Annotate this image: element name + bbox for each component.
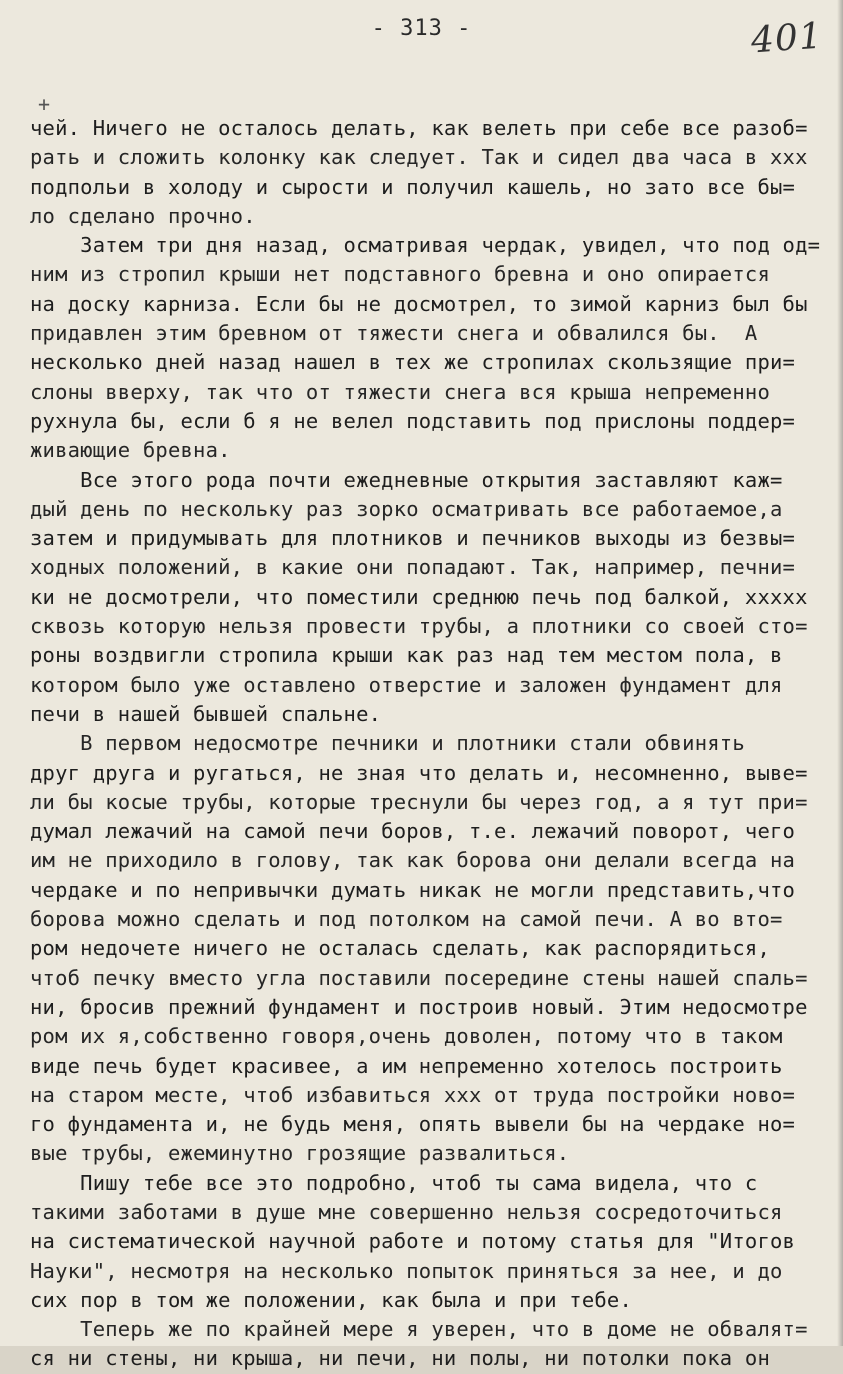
- margin-mark: +: [38, 92, 51, 116]
- text-line: ло сделано прочно.: [30, 203, 256, 228]
- text-line: подпольи в холоду и сырости и получил кашель, но зато все бы=: [30, 174, 796, 199]
- text-line: го фундамента и, не будь меня, опять вывели бы на чердаке но=: [30, 1112, 796, 1137]
- text-line: чердаке и по непривычки думать никак не могли представить,что: [30, 877, 796, 902]
- text-line: сих пор в том же положении, как была и при тебе.: [30, 1287, 633, 1312]
- text-line: Пишу тебе все это подробно, чтоб ты сама видела, что с: [30, 1170, 758, 1195]
- text-line: слоны вверху, так что от тяжести снега вся крыша непременно: [30, 379, 770, 404]
- text-line: ром недочете ничего не осталась сделать, как распорядиться,: [30, 936, 770, 961]
- text-line: котором было уже оставлено отверстие и заложен фундамент для: [30, 672, 783, 697]
- text-line: ся ни стены, ни крыша, ни печи, ни полы, ни потолки пока он: [30, 1346, 770, 1371]
- text-line: живающие бревна.: [30, 438, 231, 463]
- text-line: придавлен этим бревном от тяжести снега и обвалился бы. А: [30, 321, 758, 346]
- text-line: ли бы косые трубы, которые треснули бы через год, а я тут при=: [30, 789, 808, 814]
- text-line: затем и придумывать для плотников и печников выходы из безвы=: [30, 526, 796, 551]
- text-line: Теперь же по крайней мере я уверен, что в доме не обвалят=: [30, 1317, 808, 1342]
- text-line: дый день по нескольку раз зорко осматривать все работаемое,а: [30, 496, 783, 521]
- archive-number-handwritten: 401: [749, 15, 825, 62]
- text-line: В первом недосмотре печники и плотники стали обвинять: [30, 731, 745, 756]
- text-line: на доску карниза. Если бы не досмотрел, то зимой карниз был бы: [30, 291, 808, 316]
- text-line: ни, бросив прежний фундамент и построив новый. Этим недосмотре: [30, 994, 808, 1019]
- text-line: печи в нашей бывшей спальне.: [30, 701, 382, 726]
- text-line: ним из стропил крыши нет подставного бревна и оно опирается: [30, 262, 770, 287]
- page-number: - 313 -: [371, 16, 472, 41]
- text-line: рать и сложить колонку как следует. Так и сидел два часа в xxx: [30, 145, 808, 170]
- text-line: рухнула бы, если б я не велел подставить под прислоны поддер=: [30, 408, 796, 433]
- text-line: сквозь которую нельзя провести трубы, а плотники со своей сто=: [30, 614, 808, 639]
- text-line: ром их я,собственно говоря,очень доволен, потому что в таком: [30, 1024, 783, 1049]
- text-line: ки не досмотрели, что поместили среднюю печь под балкой, xxxxx: [30, 584, 808, 609]
- text-line: Затем три дня назад, осматривая чердак, увидел, что под од=: [30, 233, 821, 258]
- text-line: Все этого рода почти ежедневные открытия заставляют каж=: [30, 467, 783, 492]
- text-line: вые трубы, ежеминутно грозящие развалиться.: [30, 1141, 570, 1166]
- letter-body: [30, 114, 842, 1374]
- text-line: друг друга и ругаться, не зная что делать и, несомненно, выве=: [30, 760, 808, 785]
- text-line: Науки", несмотря на несколько попыток приняться за нее, и до: [30, 1258, 783, 1283]
- text-line: им не приходило в голову, так как борова они делали всегда на: [30, 848, 796, 873]
- text-line: чтоб печку вместо угла поставили посередине стены нашей спаль=: [30, 965, 808, 990]
- page-edge-shadow: [837, 0, 843, 1346]
- text-line: ходных положений, в какие они попадают. Так, например, печни=: [30, 555, 796, 580]
- text-line: несколько дней назад нашел в тех же стропилах скользящие при=: [30, 350, 796, 375]
- text-line: виде печь будет красивее, а им непременно хотелось построить: [30, 1053, 783, 1078]
- text-line: такими заботами в душе мне совершенно нельзя сосредоточиться: [30, 1199, 783, 1224]
- text-line: борова можно сделать и под потолком на самой печи. А во вто=: [30, 907, 783, 932]
- text-line: роны воздвигли стропила крыши как раз над тем местом пола, в: [30, 643, 783, 668]
- text-line: на старом месте, чтоб избавиться xxx от труда постройки ново=: [30, 1082, 796, 1107]
- text-line: на систематической научной работе и потому статья для "Итогов: [30, 1229, 796, 1254]
- text-line: чей. Ничего не осталось делать, как велеть при себе все разоб=: [30, 116, 808, 140]
- text-line: думал лежачий на самой печи боров, т.е. лежачий поворот, чего: [30, 819, 796, 844]
